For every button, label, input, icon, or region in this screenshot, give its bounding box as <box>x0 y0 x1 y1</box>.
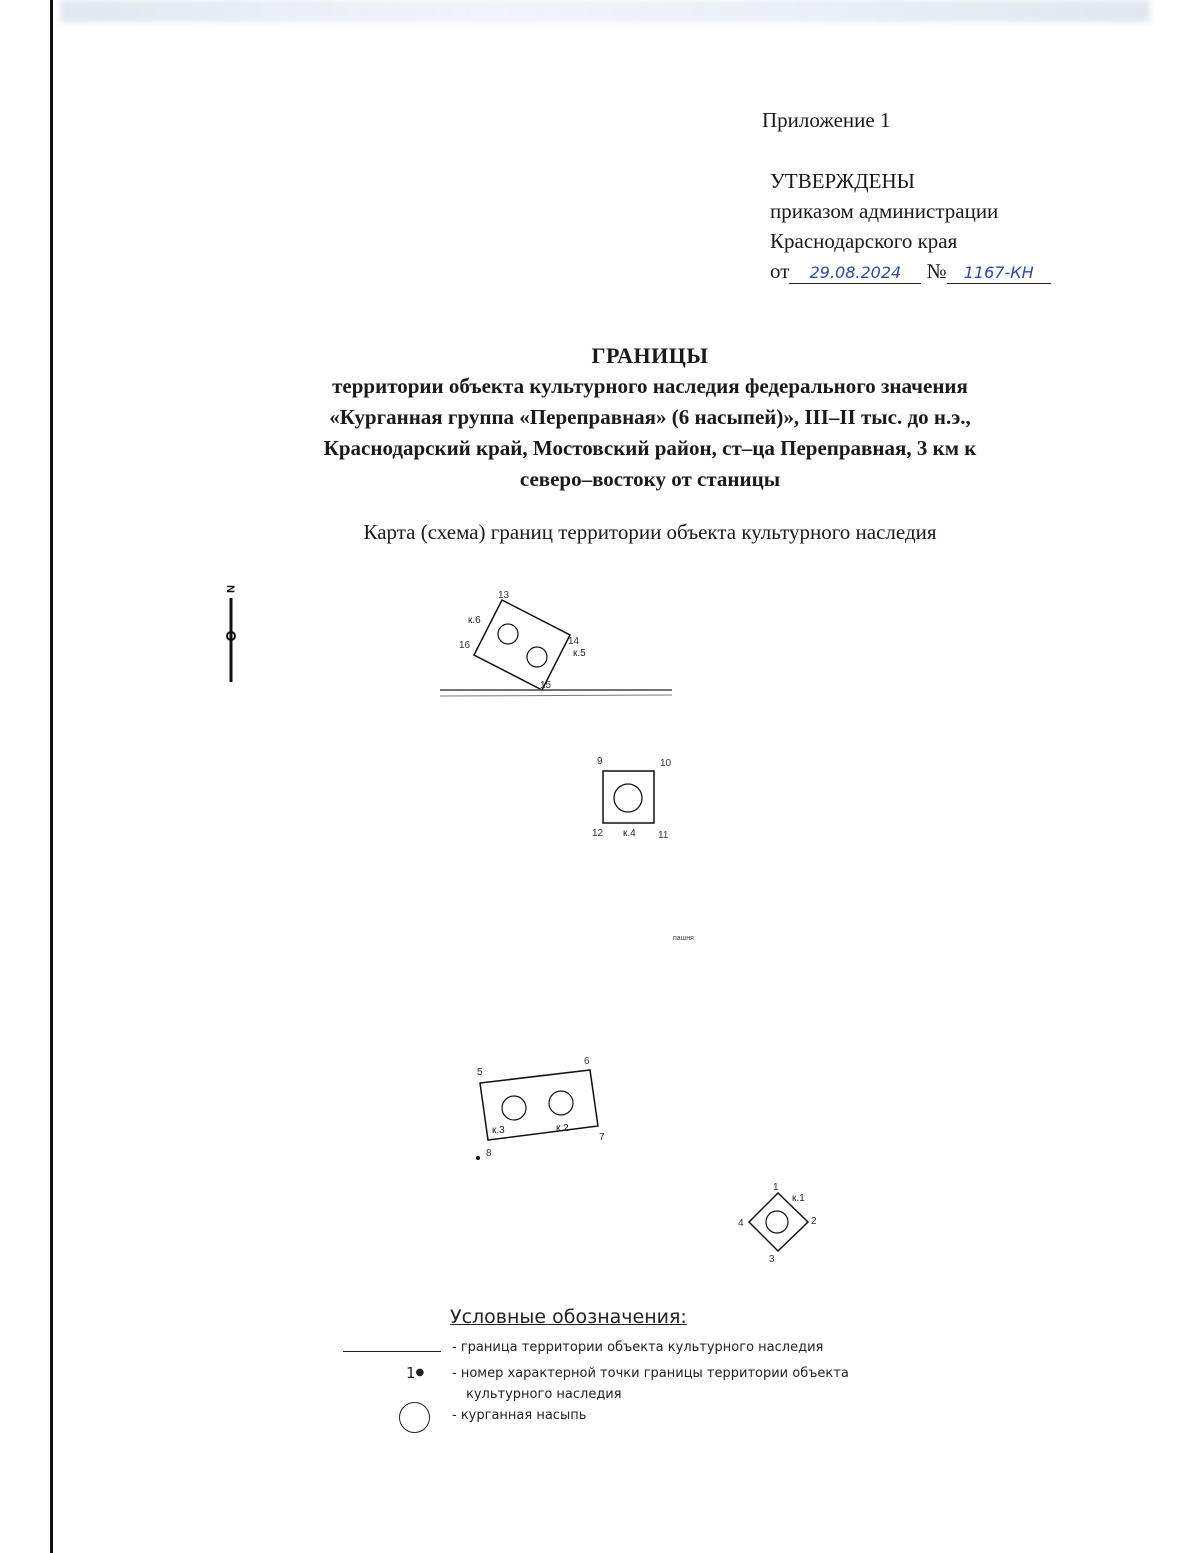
point-2: 2 <box>811 1216 817 1227</box>
order-label: приказом администрации <box>770 199 999 223</box>
title-main: ГРАНИЦЫ <box>591 343 709 368</box>
mound-circle-icon <box>399 1402 430 1433</box>
legend-point-number: - номер характерной точки границы территории объекта <box>452 1366 849 1381</box>
point-6: 6 <box>584 1056 590 1067</box>
point-10: 10 <box>660 758 672 769</box>
mound-k4-icon <box>614 784 642 812</box>
north-label: N <box>224 585 236 593</box>
mound-k5-icon <box>527 647 547 667</box>
mound-group-1 <box>738 1182 817 1265</box>
field-label: пашня <box>673 935 694 942</box>
mound-k2-label: к.2 <box>556 1123 569 1134</box>
point-12: 12 <box>592 828 604 839</box>
mound-group-5-6 <box>440 590 672 696</box>
mound-k1-label: к.1 <box>792 1193 805 1204</box>
mound-group-2-3 <box>476 1056 605 1160</box>
north-arrow-icon <box>224 585 236 682</box>
title-line-2: «Курганная группа «Переправная» (6 насыпей)», III–II тыс. до н.э., <box>329 405 971 429</box>
point-15: 15 <box>540 680 552 691</box>
mound-k1-icon <box>766 1211 788 1233</box>
legend-boundary: - граница территории объекта культурного наследия <box>452 1340 824 1355</box>
mound-group-4 <box>592 756 672 841</box>
number-prefix: № <box>926 259 947 283</box>
mound-k2-icon <box>549 1091 573 1115</box>
mound-k3-icon <box>502 1096 526 1120</box>
title-line-3: Краснодарский край, Мостовский район, ст–ца Переправная, 3 км к <box>323 436 977 460</box>
order-number: 1167-КН <box>947 263 1051 284</box>
region-label: Краснодарского края <box>770 229 958 253</box>
map-subtitle: Карта (схема) границ территории объекта культурного наследия <box>363 520 937 544</box>
legend-title: Условные обозначения: <box>450 1306 687 1328</box>
point-13: 13 <box>498 590 510 601</box>
point-4: 4 <box>738 1218 744 1229</box>
point-number-symbol: 1 <box>406 1364 416 1382</box>
point-14: 14 <box>568 636 580 647</box>
order-date: 29.08.2024 <box>789 263 921 284</box>
point-9: 9 <box>597 756 603 767</box>
approved-label: УТВЕРЖДЕНЫ <box>770 169 915 193</box>
point-number-icon: 1● <box>406 1364 425 1382</box>
mound-k5-label: к.5 <box>573 648 586 659</box>
point-1: 1 <box>773 1182 779 1193</box>
legend-mound: - курганная насыпь <box>452 1408 587 1423</box>
mound-k4-label: к.4 <box>623 828 636 839</box>
title-line-4: северо–востоку от станицы <box>519 467 781 491</box>
point-7: 7 <box>599 1132 605 1143</box>
point-5: 5 <box>477 1067 483 1078</box>
mound-k3-label: к.3 <box>492 1125 505 1136</box>
point-8: 8 <box>486 1148 492 1159</box>
mound-k6-label: к.6 <box>468 615 481 626</box>
point-3: 3 <box>769 1254 775 1265</box>
appendix-label: Приложение 1 <box>762 108 891 132</box>
point-16: 16 <box>459 640 471 651</box>
title-line-1: территории объекта культурного наследия федерального значения <box>332 374 968 398</box>
boundary-line-icon <box>343 1351 441 1352</box>
mound-k6-icon <box>498 624 518 644</box>
point-11: 11 <box>658 830 669 841</box>
date-prefix: от <box>770 259 790 283</box>
legend-point-number-cont: культурного наследия <box>466 1387 622 1402</box>
